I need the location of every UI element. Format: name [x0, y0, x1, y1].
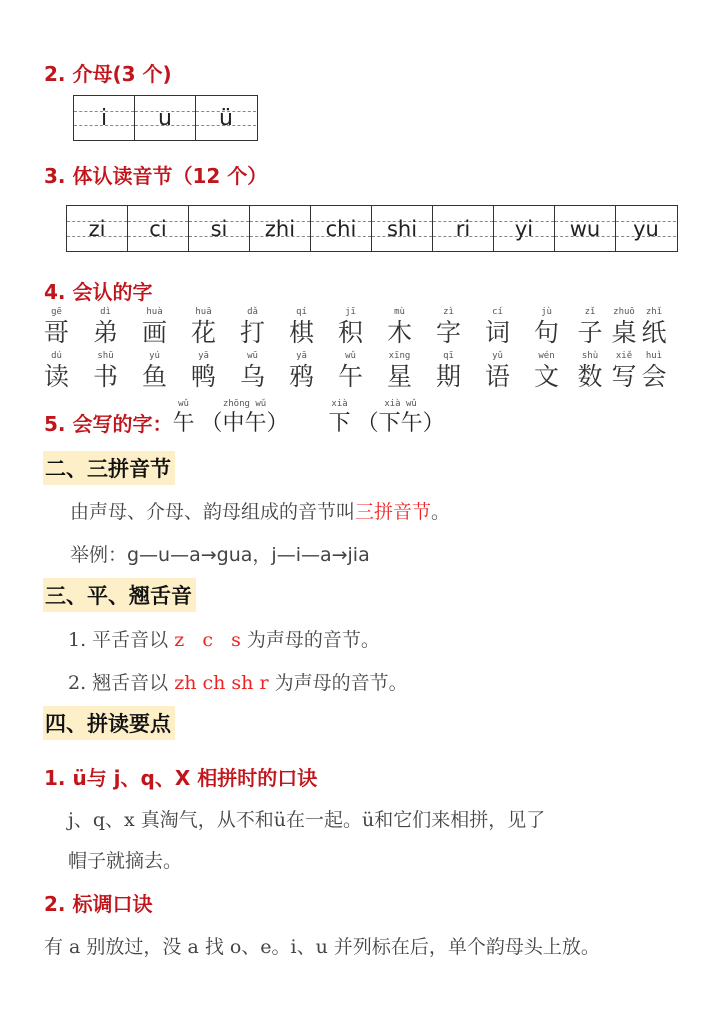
char-item: zì 字 [435, 307, 461, 347]
char-item: huì 会 [641, 351, 667, 391]
medials-grid [73, 95, 258, 141]
char-item: jī 积 [337, 307, 363, 347]
recognize-characters [32, 306, 669, 392]
write-char: xià 下 [328, 399, 351, 436]
write-paren: （ [200, 411, 223, 436]
char-item: mù 木 [386, 307, 412, 347]
medials-title: 2. 介母(3 个) [44, 62, 172, 86]
char-item: dǎ 打 [239, 307, 265, 347]
write-word: xià wǔ 下午 [378, 399, 423, 436]
flat-line-text: 1. 平舌音以 [68, 629, 175, 651]
char-row-2 [32, 350, 669, 392]
char-item: qí 棋 [288, 307, 314, 347]
syllable-cell: si [189, 206, 250, 251]
char-item: shù 数 [577, 351, 603, 391]
write-char: wǔ 午 [172, 399, 195, 436]
char-item: wǔ 午 [337, 351, 363, 391]
syllable-cell: ci [128, 206, 189, 251]
char-item: zǐ 子 [577, 307, 603, 347]
syllable-cell: yi [494, 206, 555, 251]
tone-rule-title: 2. 标调口诀 [44, 892, 153, 916]
char-item: gē 哥 [43, 307, 69, 347]
curled-line-end: 为声母的音节。 [268, 672, 408, 694]
triple-example: 举例：g—u—a→gua，j—i—a→jia [70, 544, 370, 566]
spelling-points-heading: 四、拼读要点 [43, 706, 175, 740]
flat-tongue-line [68, 625, 380, 652]
char-item: xiě 写 [611, 351, 637, 391]
syllable-cell: chi [311, 206, 372, 251]
curled-line-text: 2. 翘舌音以 [68, 672, 175, 694]
flat-line-end: 为声母的音节。 [240, 629, 380, 651]
curled-tongue-line [68, 668, 408, 695]
whole-syllables-title: 3. 体认读音节（12 个） [44, 164, 268, 188]
write-paren: （ [356, 411, 379, 436]
char-item: huā 花 [190, 307, 216, 347]
char-item: shū 书 [92, 351, 118, 391]
syllable-cell: shi [372, 206, 433, 251]
write-title: 5. 会写的字： [44, 412, 173, 436]
char-item: zhuō 桌 [611, 307, 637, 347]
definition-end: 。 [431, 501, 451, 523]
medial-cell: u [135, 96, 196, 140]
char-item: yā 鸭 [190, 351, 216, 391]
syllable-cell: ri [433, 206, 494, 251]
syllable-cell: yu [616, 206, 676, 251]
curled-initials: zh ch sh r [174, 672, 269, 694]
tone-rule-line: 有 a 别放过，没 a 找 o、e。i、u 并列标在后，单个韵母头上放。 [44, 936, 600, 958]
syllable-cell: zi [67, 206, 128, 251]
write-paren: ） [422, 411, 445, 436]
char-item: wén 文 [533, 351, 559, 391]
write-section [44, 398, 445, 438]
flat-curled-heading: 三、平、翘舌音 [43, 578, 196, 612]
char-item: yā 鸦 [288, 351, 314, 391]
char-item: huà 画 [141, 307, 167, 347]
char-row-1 [32, 306, 669, 348]
triple-syllable-heading: 二、三拼音节 [43, 451, 175, 485]
char-item: dú 读 [43, 351, 69, 391]
char-item: zhǐ 纸 [641, 307, 667, 347]
write-paren: ） [266, 411, 289, 436]
triple-definition [70, 497, 450, 524]
write-word: zhōng wǔ 中午 [222, 399, 267, 436]
recognize-title: 4. 会认的字 [44, 280, 153, 304]
char-item: qī 期 [435, 351, 461, 391]
flat-initials: z c s [174, 629, 241, 651]
umlaut-rule-title: 1. ü与 j、q、X 相拼时的口诀 [44, 766, 318, 790]
umlaut-rule-line1: j、q、x 真淘气，从不和ü在一起。ü和它们来相拼，见了 [68, 809, 546, 831]
medial-cell: i [74, 96, 135, 140]
char-item: cí 词 [484, 307, 510, 347]
char-item: dì 弟 [92, 307, 118, 347]
char-item: xīng 星 [386, 351, 412, 391]
definition-text: 由声母、介母、韵母组成的音节叫 [70, 501, 356, 523]
syllable-cell: zhi [250, 206, 311, 251]
umlaut-rule-line2: 帽子就摘去。 [68, 850, 183, 872]
syllable-cell: wu [555, 206, 616, 251]
char-item: yǔ 语 [484, 351, 510, 391]
char-item: jù 句 [533, 307, 559, 347]
whole-syllables-grid [66, 205, 678, 252]
definition-highlight: 三拼音节 [355, 501, 432, 523]
char-item: yú 鱼 [141, 351, 167, 391]
medial-cell: ü [196, 96, 256, 140]
char-item: wū 乌 [239, 351, 265, 391]
